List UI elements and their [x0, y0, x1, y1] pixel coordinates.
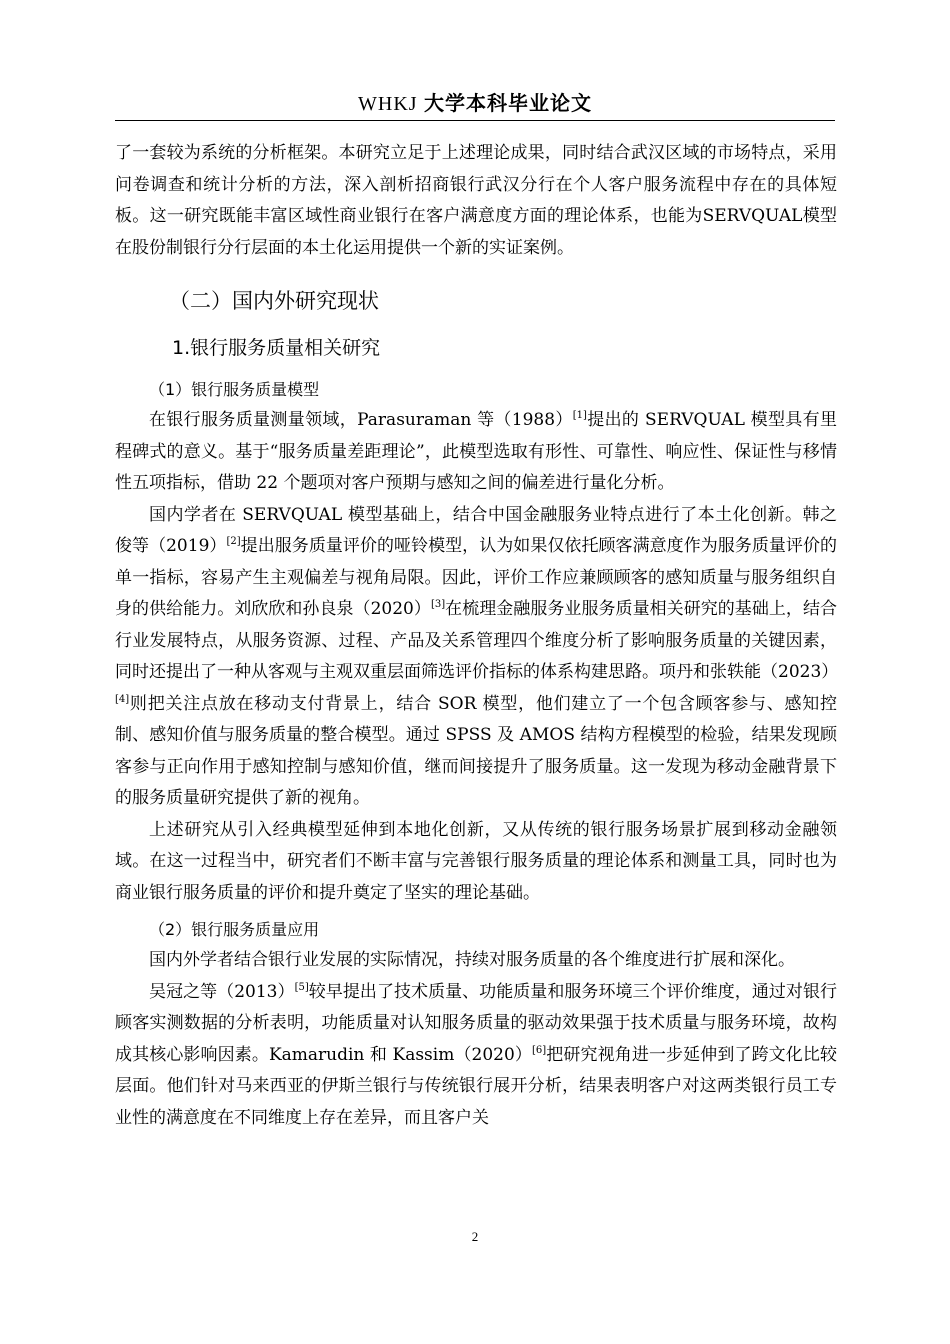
page-header	[115, 90, 835, 117]
section-heading: （二）国内外研究现状	[169, 289, 379, 313]
paragraph-intro-continued: 了一套较为系统的分析框架。本研究立足于上述理论成果，同时结合武汉区域的市场特点，采用问卷调查和统计分析的方法，深入剖析招商银行武汉分行在个人客户服务流程中存在的具体短板。这一研究既能丰富区域性商业银行在客户满意度方面的理论体系，也能为SERVQUAL模型在股份制银行分行层面的本土化运用提供一个新的实证案例。	[115, 143, 837, 258]
citation-ref: [4]	[115, 693, 130, 705]
text: 在银行服务质量测量领域，Parasuraman 等（1988）	[149, 410, 573, 430]
subsubsection-heading-models: （1）银行服务质量模型	[149, 380, 320, 399]
text: 提出服务质量评价的哑铃模型，认为如果仅依托顾客满意度作为服务质量评价的单一指标，容易产生主观偏差与视角局限。因此，评价工作应兼顾顾客的感知质量与服务组织自身的供给能力。刘欣欣和孙良泉（2020）	[115, 536, 838, 619]
paragraph-applications-detail	[115, 977, 837, 1135]
citation-ref: [6]	[532, 1044, 547, 1056]
header-latin: WHKJ	[358, 93, 418, 115]
text: 国内学者在 SERVQUAL 模型基础上，结合中国金融服务业特点进行了本土化创新。韩之俊等（2019）	[115, 504, 837, 556]
page-body	[115, 138, 837, 1134]
paragraph-summary: 上述研究从引入经典模型延伸到本地化创新，又从传统的银行服务场景扩展到移动金融领域。在这一过程当中，研究者们不断丰富与完善银行服务质量的理论体系和测量工具，同时也为商业银行服务质量的评价和提升奠定了坚实的理论基础。	[115, 819, 837, 903]
text: 提出的 SERVQUAL 模型具有里程碑式的意义。基于“服务质量差距理论”，此模型选取有形性、可靠性、响应性、保证性与移情性五项指标，借助 22 个题项对客户预期与感知之间的偏差进行量化分析。	[115, 410, 837, 493]
text: 在梳理金融服务业服务质量相关研究的基础上，结合行业发展特点，从服务资源、过程、产品及关系管理四个维度分析了影响服务质量的关键因素，同时还提出了一种从客观与主观双重层面筛选评价指标的体系构建思路。项丹和张轶能（2023）	[115, 599, 839, 682]
citation-ref: [2]	[226, 536, 241, 547]
paragraph-servqual	[115, 405, 837, 500]
subsubsection-heading-applications: （2）银行服务质量应用	[149, 920, 320, 939]
text: 则把关注点放在移动支付背景上，结合 SOR 模型，他们建立了一个包含顾客参与、感知控制、感知价值与服务质量的整合模型。通过 SPSS 及 AMOS 结构方程模型的检验，结果发现顾客参与正向作用于感知控制与感知价值，继而间接提升了服务质量。这一发现为移动金融背景下的服务质量研究提供了新的视角。	[115, 693, 837, 808]
header-rule	[115, 120, 835, 121]
citation-ref: [5]	[294, 981, 309, 993]
paragraph-domestic-research	[115, 500, 837, 815]
paragraph-applications-intro: 国内外学者结合银行业发展的实际情况，持续对服务质量的各个维度进行扩展和深化。	[149, 950, 795, 970]
header-title: 大学本科毕业论文	[423, 91, 592, 115]
subsection-heading: 1.银行服务质量相关研究	[172, 337, 381, 359]
text: 较早提出了技术质量、功能质量和服务环境三个评价维度，通过对银行顾客实测数据的分析表明，功能质量对认知服务质量的驱动效果强于技术质量与服务环境，故构成其核心影响因素。Kamarudin 和 Kassim（2020）	[115, 981, 838, 1065]
text: 吴冠之等（2013）	[149, 981, 295, 1002]
page-number: 2	[471, 1229, 479, 1244]
citation-ref: [3]	[430, 599, 446, 610]
text: 把研究视角进一步延伸到了跨文化比较层面。他们针对马来西亚的伊斯兰银行与传统银行展开分析，结果表明客户对这两类银行员工专业性的满意度在不同维度上存在差异，而且客户关	[115, 1044, 837, 1128]
citation-ref: [1]	[572, 410, 587, 421]
